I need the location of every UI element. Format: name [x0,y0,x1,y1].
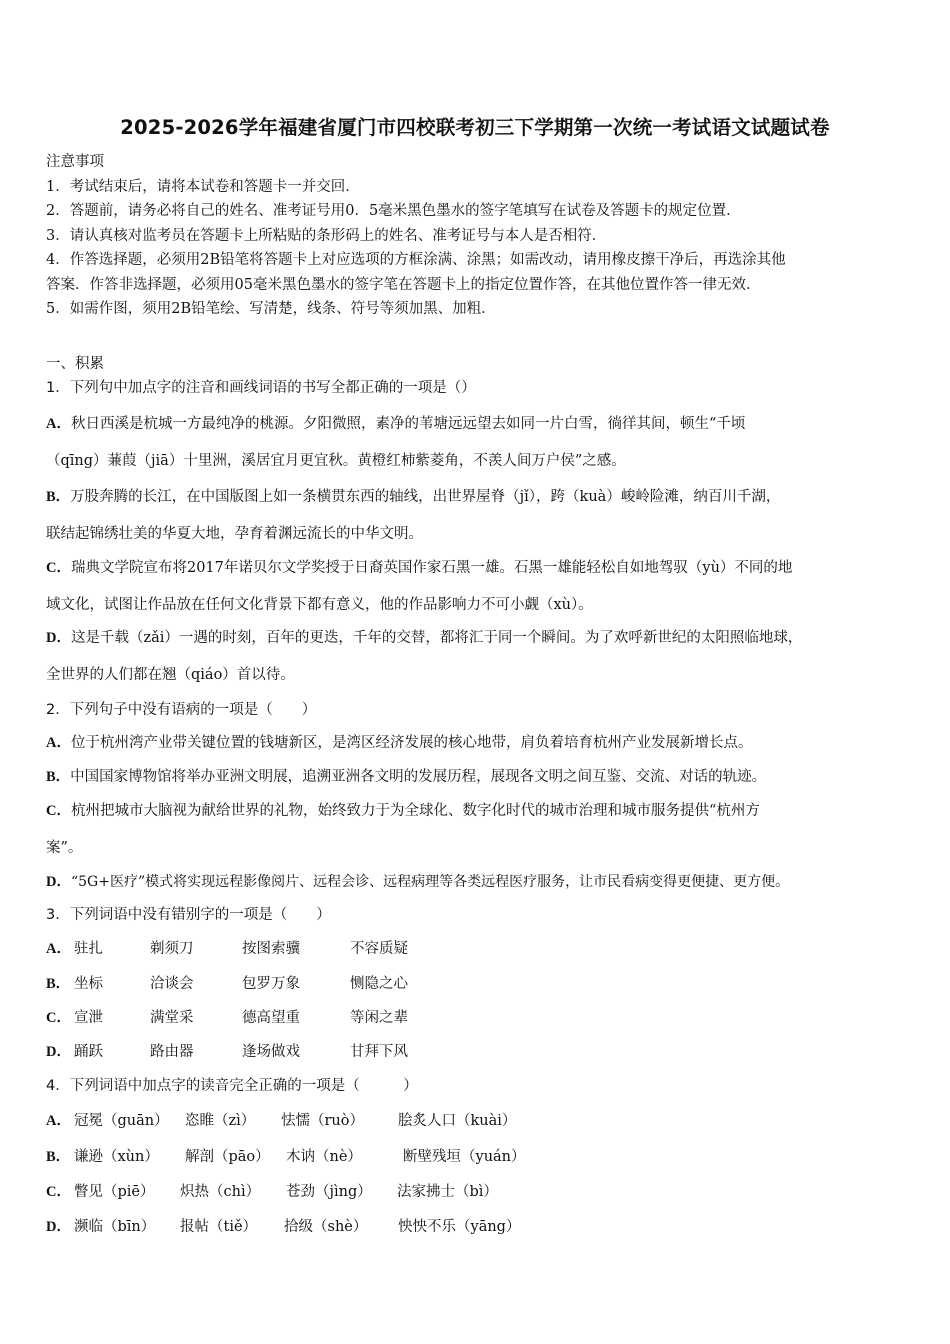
q1-option-a [46,412,926,433]
notice-item: 5．如需作图，须用2B铅笔绘、写清楚，线条、符号等须加黑、加粗． [46,301,496,317]
option-label: D． [46,630,71,646]
q3-option-a [46,937,926,958]
option-word: 洽谈会 [150,976,194,992]
option-word: 恣睢（zì） [185,1113,256,1129]
option-word: 宣泄 [74,1010,103,1026]
option-word: 脍炙人口（kuài） [398,1113,517,1129]
notice-item: 答案．作答非选择题，必须用05毫米黑色墨水的签字笔在答题卡上的指定位置作答，在其他位置作答一律无效． [46,276,761,293]
option-word: 冠冕（guān） [74,1113,169,1129]
page-title: 2025-2026学年福建省厦门市四校联考初三下学期第一次统一考试语文试题试卷 [120,116,830,139]
q1-option-b-cont: 联结起锦绣壮美的华夏大地，孕育着渊远流长的中华文明。 [46,526,423,542]
q4-option-c [46,1180,926,1201]
option-word: 等闲之辈 [350,1010,408,1026]
q1-option-c-cont: 域文化，试图让作品放在任何文化背景下都有意义，他的作品影响力不可小觑（xù）。 [46,597,593,613]
option-label: D． [46,1219,71,1235]
question-2-stem: 2．下列句子中没有语病的一项是（ ） [46,702,317,718]
option-word: 怏怏不乐（yāng） [398,1219,521,1235]
option-word: 不容质疑 [350,941,408,957]
q3-option-b [46,972,926,993]
q3-option-c [46,1006,926,1027]
option-word: 德高望重 [242,1010,300,1026]
option-text: 这是千载（zǎi）一遇的时刻，百年的更迭，千年的交替，都将汇于同一个瞬间。为了欢呼新世纪的太阳照临地球， [70,630,803,646]
option-word: 木讷（nè） [286,1149,362,1165]
option-word: 怯懦（ruò） [281,1113,364,1129]
option-word: 炽热（chì） [180,1184,261,1200]
q2-option-b [46,765,926,786]
option-word: 踊跃 [74,1044,103,1060]
option-label: A． [46,941,71,957]
question-1-stem: 1．下列句中加点字的注音和画线词语的书写全都正确的一项是（） [46,380,476,396]
option-word: 谦逊（xùn） [74,1149,159,1165]
option-word: 满堂采 [150,1010,194,1026]
option-word: 剃须刀 [150,941,194,957]
option-word: 坐标 [74,976,103,992]
option-label: C． [46,803,71,819]
notice-item: 4．作答选择题，必须用2B铅笔将答题卡上对应选项的方框涂满、涂黑；如需改动，请用橡皮擦干净后，再选涂其他 [46,252,786,268]
q1-option-d-cont: 全世界的人们都在翘（qiáo）首以待。 [46,667,295,683]
option-word: 驻扎 [74,941,103,957]
option-text: 秋日西溪是杭城一方最纯净的桃源。夕阳微照，素净的苇塘远远望去如同一片白雪，徜徉其间，顿生“千顷 [70,416,746,432]
option-text: 杭州把城市大脑视为献给世界的礼物，始终致力于为全球化、数字化时代的城市治理和城市服务提供“杭州方 [70,803,760,819]
question-4-stem: 4．下列词语中加点字的读音完全正确的一项是（ ） [46,1078,418,1094]
notice-item: 2．答题前，请务必将自己的姓名、准考证号用0．5毫米黑色墨水的签字笔填写在试卷及答题卡的规定位置． [46,203,741,219]
notice-item: 1．考试结束后，请将本试卷和答题卡一并交回． [46,178,360,195]
option-label: C． [46,560,71,576]
q1-option-c [46,556,926,577]
q2-option-c-cont: 案”。 [46,840,83,856]
option-text: 瑞典文学院宣布将2017年诺贝尔文学奖授于日裔英国作家石黑一雄。石黑一雄能轻松自如地驾驭（yù）不同的地 [70,560,793,576]
option-label: C． [46,1184,71,1200]
option-label: B． [46,1149,71,1165]
option-word: 法家拂士（bì） [397,1184,498,1200]
option-word: 逢场做戏 [242,1044,300,1060]
question-3-stem: 3．下列词语中没有错别字的一项是（ ） [46,907,331,923]
option-label: C． [46,1010,71,1026]
notice-heading: 注意事项 [46,154,104,170]
notice-item: 3．请认真核对监考员在答题卡上所粘贴的条形码上的姓名、准考证号与本人是否相符． [46,227,607,244]
option-word: 路由器 [150,1044,194,1060]
option-word: 断壁残垣（yuán） [403,1149,526,1165]
option-text: “5G+医疗”模式将实现远程影像阅片、远程会诊、远程病理等各类远程医疗服务，让市民看病变得更便捷、更方便。 [70,874,790,890]
option-word: 濒临（bīn） [74,1219,156,1235]
option-label: D． [46,874,71,890]
option-word: 按图索骥 [242,941,300,957]
option-word: 恻隐之心 [350,976,408,992]
q4-option-b [46,1145,926,1166]
q4-option-d [46,1215,926,1236]
option-label: B． [46,976,71,992]
option-text: 位于杭州湾产业带关键位置的钱塘新区，是湾区经济发展的核心地带，肩负着培育杭州产业发展新增长点。 [70,735,753,751]
option-word: 包罗万象 [242,976,300,992]
q2-option-a [46,731,926,752]
q1-option-d [46,626,926,647]
q1-option-b [46,485,926,506]
option-word: 拾级（shè） [284,1219,368,1235]
option-word: 解剖（pāo） [185,1149,270,1165]
option-word: 报帖（tiě） [180,1219,258,1235]
q4-option-a [46,1109,926,1130]
option-word: 瞥见（piē） [74,1184,155,1200]
notice-section [46,150,916,322]
q2-option-d [46,870,926,891]
option-label: B． [46,489,71,505]
option-label: A． [46,735,71,751]
option-label: A． [46,416,71,432]
option-word: 苍劲（jìng） [286,1184,372,1200]
option-text: 万股奔腾的长江，在中国版图上如一条横贯东西的轴线，出世界屋脊（jǐ），跨（kuà）峻岭险滩，纳百川千湖， [70,489,781,505]
q1-option-a-cont: （qīng）蒹葭（jiā）十里洲，溪居宜月更宜秋。黄橙红柿紫菱角，不羡人间万户侯”之感。 [46,453,626,469]
option-label: D． [46,1044,71,1060]
option-label: B． [46,769,71,785]
option-text: 中国国家博物馆将举办亚洲文明展，追溯亚洲各文明的发展历程，展现各文明之间互鉴、交流、对话的轨迹。 [70,769,767,785]
section-heading: 一、积累 [46,356,104,372]
option-label: A． [46,1113,71,1129]
option-word: 甘拜下风 [350,1044,408,1060]
q3-option-d [46,1040,926,1061]
q2-option-c [46,799,926,820]
